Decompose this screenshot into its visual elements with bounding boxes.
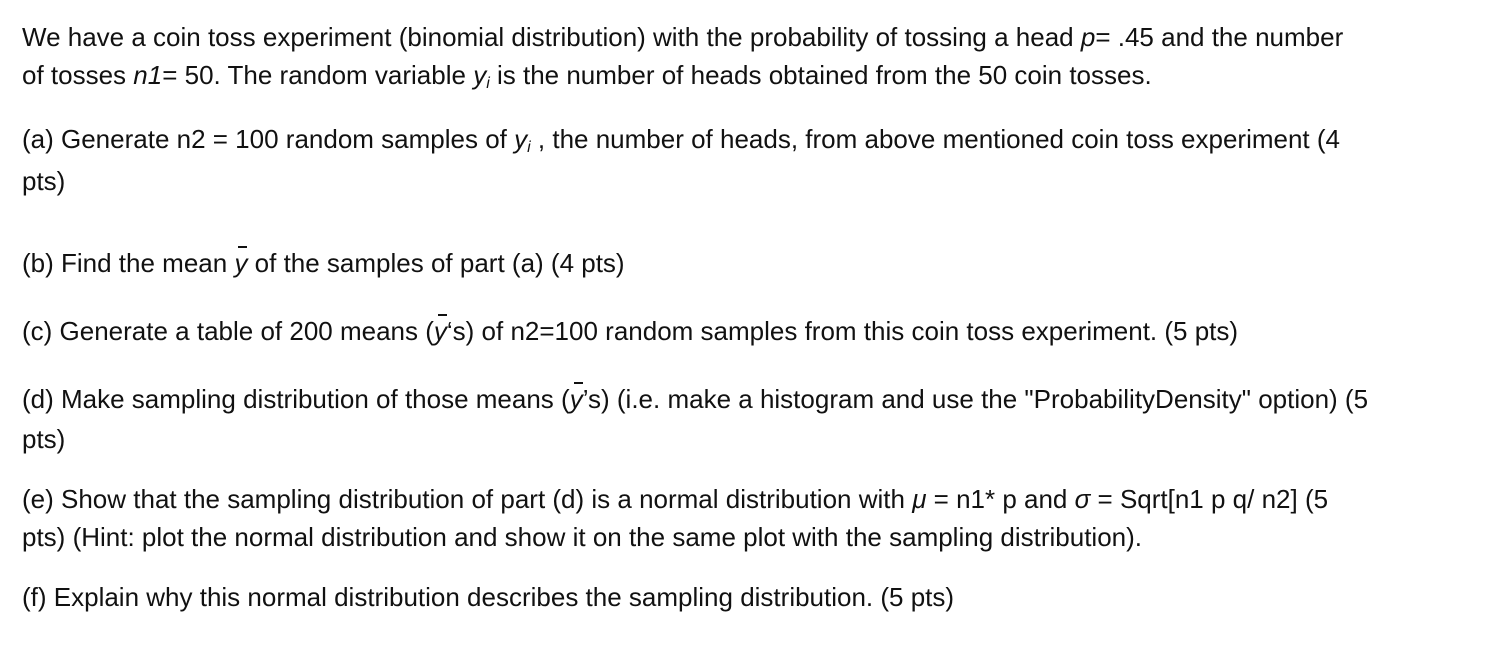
part-c-line-1 [22,316,1238,346]
intro-line-1 [22,22,1343,52]
part-b-text: (b) Find the mean [22,248,235,278]
part-d-line-1 [22,384,1368,414]
var-p: p [1080,22,1096,52]
subscript-i: i [486,75,490,92]
part-f-text: (f) Explain why this normal distribution describes the sampling distribution. (5 pts) [22,582,955,612]
part-e-text: (e) Show that the sampling distribution of part (d) is a normal distribution with [22,484,913,514]
intro-line-2 [22,60,1152,90]
part-e-line-2 [22,522,1142,552]
intro-text: We have a coin toss experiment (binomial distribution) with the probability of tossing a head [22,22,1081,52]
part-c-text: ‘s) of n2=100 random samples from this coin toss experiment. (5 pts) [446,316,1239,346]
var-y: y [473,60,487,90]
symbol-mu: μ [912,484,927,514]
part-d-text: ’s) (i.e. make a histogram and use the "ProbabilityDensity" option) (5 [582,384,1369,414]
part-b-text: of the samples of part (a) (4 pts) [247,248,625,278]
part-c-text: (c) Generate a table of 200 means ( [22,316,434,346]
part-d-line-2 [22,424,65,454]
var-y: y [514,124,528,154]
part-a-text: , the number of heads, from above mentioned coin toss experiment (4 [530,124,1340,154]
part-a-line-1 [22,124,1340,154]
part-a-text: (a) Generate n2 = 100 random samples of [22,124,515,154]
intro-text: is the number of heads obtained from the 50 coin tosses. [489,60,1152,90]
intro-text: = 50. The random variable [162,60,474,90]
intro-text: = .45 and the number [1095,22,1344,52]
part-d-text: (d) Make sampling distribution of those means ( [22,384,570,414]
part-b-line-1 [22,248,625,278]
subscript-i: i [527,139,531,156]
part-e-line-1 [22,484,1328,514]
part-d-text: pts) [22,424,66,454]
part-a-text: pts) [22,166,66,196]
var-y-bar: y [234,248,248,278]
var-y-bar: y [433,316,447,346]
part-a-line-2 [22,166,65,196]
intro-text: of tosses [22,60,134,90]
part-e-text: = n1* p and [926,484,1075,514]
var-n1: n1 [133,60,163,90]
part-e-text: pts) (Hint: plot the normal distribution and show it on the same plot with the sampling distribution). [22,522,1142,552]
part-f-line-1 [22,582,954,612]
part-e-text: = Sqrt[n1 p q/ n2] (5 [1090,484,1329,514]
symbol-sigma: σ [1074,484,1091,514]
var-y-bar: y [569,384,583,414]
